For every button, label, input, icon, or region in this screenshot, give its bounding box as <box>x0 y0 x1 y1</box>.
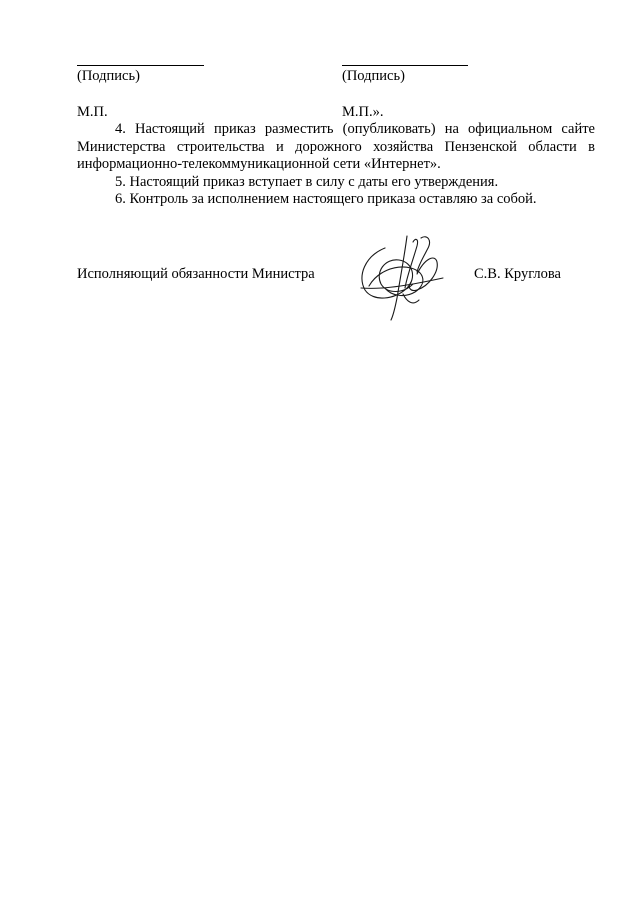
left-signature-line <box>77 65 204 66</box>
right-signature-caption: (Подпись) <box>342 68 405 84</box>
paragraph-6: 6. Контроль за исполнением настоящего приказа оставляю за собой. <box>115 191 537 207</box>
paragraph-4: 4. Настоящий приказ разместить (опубликовать) на официальном сайте Министерства строительства и дорожного хозяйства Пензенской области в информационно-телекоммуникационной сети «Интернет». <box>77 121 595 172</box>
left-stamp-place: М.П. <box>77 104 108 120</box>
left-signature-caption: (Подпись) <box>77 68 140 84</box>
right-signature-line <box>342 65 468 66</box>
handwritten-signature <box>355 228 445 323</box>
signatory-name: С.В. Круглова <box>474 266 561 282</box>
right-stamp-place: М.П.». <box>342 104 384 120</box>
signatory-position: Исполняющий обязанности Министра <box>77 266 315 282</box>
paragraph-5: 5. Настоящий приказ вступает в силу с даты его утверждения. <box>115 174 499 190</box>
